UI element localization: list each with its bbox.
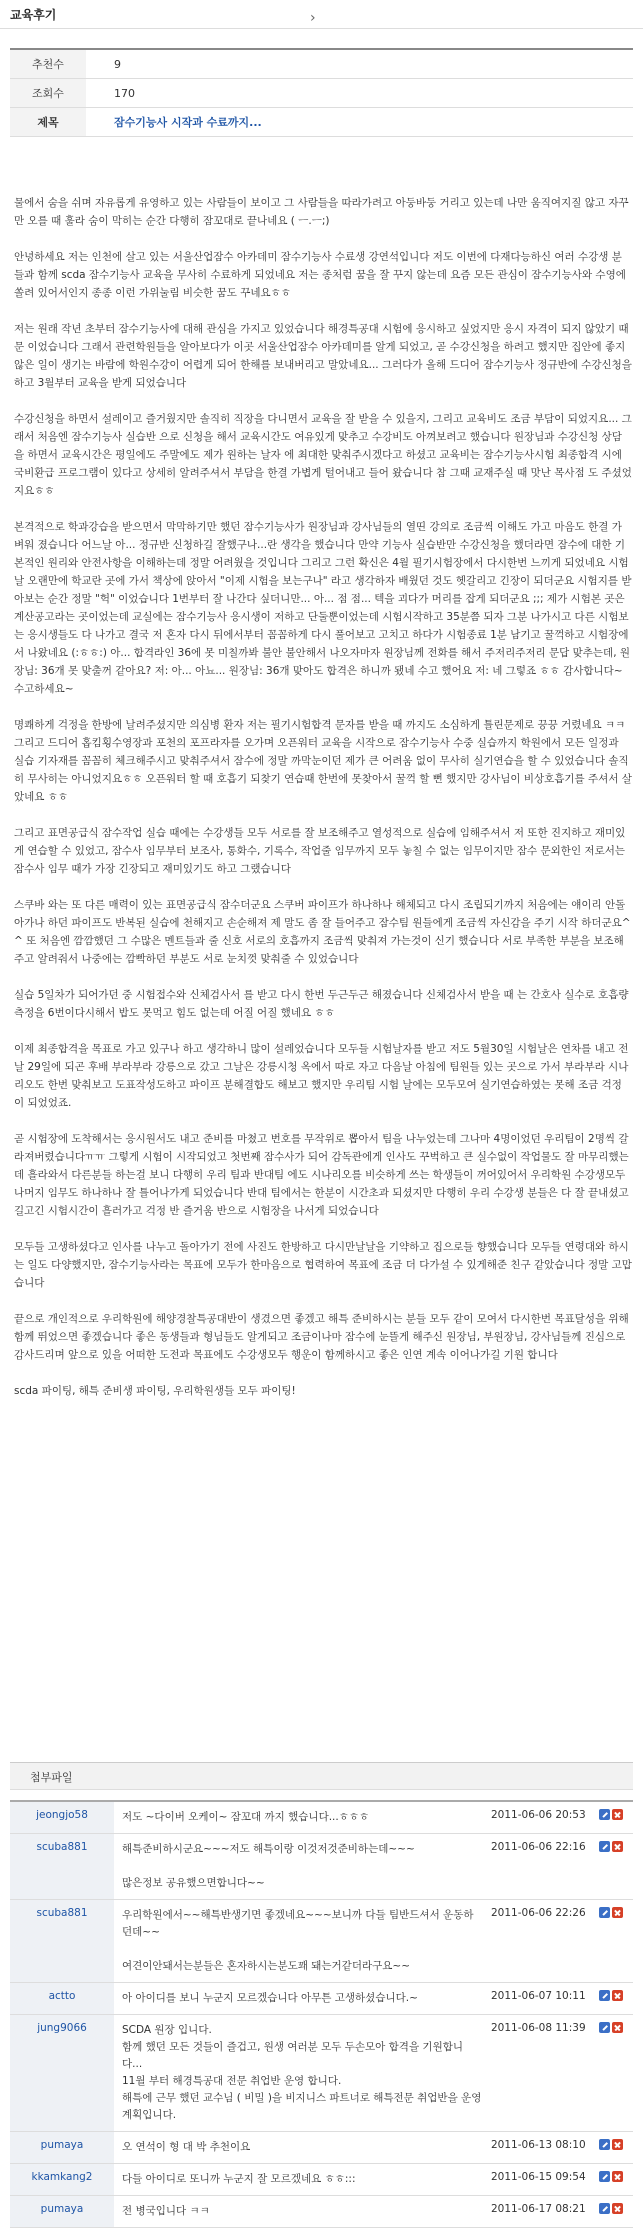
comment-date: 2011-06-06 22:26 (491, 1907, 586, 1919)
body-paragraph: 저는 원래 작년 초부터 잠수기능사에 대해 관심을 가지고 있었습니다 해경특공대 시험에 응시하고 싶었지만 응시 자격이 되지 않았기 때문 이었습니다 그래서 관련학원들을 알아보다가 이곳 서울산업잠수 아카데미를 알게 되었고, 곧 수강신청을 하려고 했지만 집안에 좋지 않은 일이 생기는 바람에 학원수강이 어렵게 되어 한해를 보내버리고 말았네요... 그러다가 올해 드디어 잠수기능사 정규반에 수강신청을 하고 3월부터 교육을 받게 되었습니다 (14, 323, 632, 389)
comment-row (10, 2164, 633, 2196)
comment-actions (599, 1983, 633, 2014)
comment-author[interactable]: jung9066 (10, 2015, 114, 2131)
comment-date: 2011-06-08 11:39 (491, 2022, 586, 2034)
comment-line: SCDA 원장 입니다. (122, 2024, 212, 2036)
body-paragraph: 본격적으로 학과강습을 받으면서 막막하기만 했던 잠수기능사가 원장님과 강사님들의 열띤 강의로 조금씩 이해도 가고 마음도 한결 가벼워 졌습니다 어느날 아... 정규반 신청하길 잘했구나...란 생각을 했습니다 만약 기능사 실습반만 수강신청을 했더라면 잠수에 대한 기본적인 원리와 안전사항을 이해하는데 정말 어려웠을 것입니다 그리고 그런 확신은 4월 필기시험장에서 다시한번 느끼게 되었네요 시험날 오랜만에 학교란 곳에 가서 책상에 앉아서 "이제 시험을 보는구나" 라고 생각하자 배웠던 것도 헷갈리고 긴장이 되더군요 시험지를 받아보는 순간 정말 "헉" 이었습니다 1번부터 잘 나간다 싶더니만... 아... 점 점... 텍을 괴다가 머리를 잡게 되더군요 ;;; 제가 시험본 곳은 계산공고라는 곳이었는데 교실에는 잠수기능사 응시생이 저하고 단둘뿐이었는데 시험시작하고 35분쯤 되자 그분 나가시고 다른 시험보는 응시생들도 다 나가고 결국 저 혼자 다시 뒤에서부터 꼼꼼하게 다시 풀어보고 고치고 하다가 시험종료 1분 남기고 꿀꺽하고 시험장에서 나왔네요 (:ㅎㅎ:) 아... 합격라인 36에 못 미칠까봐 불안 불안해서 나오자마자 원장님께 전화를 해서 주저리주저리 문답 맞추는데, 원장님: 36개 못 맞출꺼 같아요? 저: 아... 아뇨... 원장님: 36개 맞아도 합격은 하니까 됐네 수고 했어요 저: 네 그렇죠 ㅎㅎ 감사합니다~ 수고하세요~ (14, 521, 632, 695)
page-header (0, 0, 643, 40)
comment-actions (599, 1900, 633, 1982)
comment-author[interactable]: actto (10, 1983, 114, 2014)
comment-text (114, 2164, 491, 2195)
comment-line: 함께 했던 모든 것들이 즐겁고, 원생 여러분 모두 두손모아 합격을 기원합니다... (122, 2041, 464, 2070)
delete-icon[interactable] (612, 2171, 623, 2182)
edit-icon[interactable] (599, 2022, 610, 2033)
body-paragraph: 이제 최종합격을 목표로 가고 있구나 하고 생각하니 많이 설레었습니다 모두들 시험날자를 받고 저도 5월30일 시험날은 연차를 내고 전날 29일에 되곤 후배 부라부라 강릉으로 갔고 그날은 강릉시청 옥에서 따로 자고 다음날 아침에 팀원들 있는 곳으로 가서 부라부라 시나리오도 한번 맞춰보고 도표작성도하고 파이프 분해결합도 해보고 했지만 우리팀 시험 날에는 모두모여 실기연습하였는 못해 조금 걱정이 되었었죠. (14, 1043, 629, 1109)
comment-row (10, 1900, 633, 1983)
meta-row-title (10, 108, 633, 137)
body-paragraph: 수강신청을 하면서 설레이고 즐거웠지만 솔직히 직장을 다니면서 교육을 잘 받을 수 있을지, 그리고 교육비도 조금 부담이 되었지요... 그래서 처음엔 잠수기능사 실습반 으로 신청을 해서 교육시간도 여유있게 맞추고 수강비도 아껴보려고 했습니다 원장님과 수강신청 상담을 하면서 교육시간은 평일에도 주말에도 제가 원하는 날자 에 최대한 맞춰주시겠다고 하셨고 교육비는 잠수기능사시험 최종합격 시에 국비환급 프로그램이 있다고 상세히 알려주셔서 부담을 한결 가볍게 털어내고 들어 왔습니다 참 그때 교재주실 때 맛난 목사점 도 주셨었지요ㅎㅎ (14, 413, 632, 497)
delete-icon[interactable] (612, 1907, 623, 1918)
meta-row-views (10, 79, 633, 108)
comment-text (114, 1900, 491, 1982)
comment-line: 전 병국입니다 ㅋㅋ (122, 2205, 210, 2217)
post-body (14, 194, 632, 1418)
recommend-count: 9 (114, 57, 121, 71)
body-paragraph: 실습 5일차가 되어가던 중 시험접수와 신체검사서 를 받고 다시 한번 두근두근 해졌습니다 신체검사서 받을 때 는 간호사 실수로 호흡량측정을 6번이다시해서 밥도 못먹고 힘도 없는데 어질 어질 했네요 ㅎㅎ (14, 989, 629, 1019)
comment-date: 2011-06-06 20:53 (491, 1809, 586, 1821)
comment-actions (599, 2164, 633, 2195)
comment-text (114, 1802, 491, 1833)
meta-row-recommend (10, 50, 633, 79)
edit-icon[interactable] (599, 1990, 610, 2001)
delete-icon[interactable] (612, 2203, 623, 2214)
comment-line: 많은정보 공유했으면합니다~~ (122, 1877, 265, 1889)
comment-actions (599, 1802, 633, 1833)
delete-icon[interactable] (612, 2139, 623, 2150)
comment-text (114, 1983, 491, 2014)
comment-actions (599, 2196, 633, 2227)
body-paragraph: scda 파이팅, 해특 준비생 파이팅, 우리학원생들 모두 파이팅! (14, 1385, 296, 1397)
comment-row (10, 2196, 633, 2228)
post-title: 잠수기능사 시작과 수료까지... (114, 116, 262, 129)
chevron-right-icon[interactable]: › (310, 10, 316, 26)
comment-line: 우리학원에서~~해특반생기면 좋겠네요~~~보니까 다들 팀반드셔서 운동하던데~~ (122, 1909, 474, 1938)
comment-date: 2011-06-15 09:54 (491, 2171, 586, 2183)
body-paragraph: 그리고 표면공급식 잠수작업 실습 때에는 수강생들 모두 서로를 잘 보조해주고 열성적으로 실습에 임해주셔서 저 또한 진지하고 재미있게 연습할 수 있었고, 잠수사 임무부터 보조사, 통화수, 기록수, 작업줄 임무까지 모두 놓칠 수 없는 임무이지만 잠수 문외한인 저로서는 잠수사 임무 때가 가장 긴장되고 재미있기도 하고 그랬습니다 (14, 827, 626, 875)
comment-row (10, 1834, 633, 1900)
comment-line: 저도 ~다이버 오케이~ 잠꼬대 까지 했습니다...ㅎㅎㅎ (122, 1811, 370, 1823)
comment-text (114, 1834, 491, 1899)
delete-icon[interactable] (612, 1990, 623, 2001)
body-paragraph: 안녕하세요 저는 인천에 살고 있는 서울산업잠수 아카데미 잠수기능사 수료생 강연석입니다 저도 이번에 다재다능하신 여러 수강생 분들과 함께 scda 잠수기능사 교육을 무사히 수료하게 되었네요 저는 종처럼 꿈을 잘 꾸지 않는데 요즘 모든 관심이 잠수기능사와 수영에 쏠려 있어서인지 종종 이런 가위눌림 비슷한 꿈도 꾸네요ㅎㅎ (14, 251, 626, 299)
comment-line: 아 아이디를 보니 누군지 모르겠습니다 아무튼 고생하셨습니다.~ (122, 1992, 418, 2004)
comment-author[interactable]: pumaya (10, 2196, 114, 2227)
comment-row (10, 1802, 633, 1834)
comment-row (10, 2015, 633, 2132)
comment-list (10, 1800, 633, 2228)
comment-line: 해특준비하시군요~~~저도 해특이랑 이것저것준비하는데~~~ (122, 1843, 415, 1855)
comment-date: 2011-06-17 08:21 (491, 2203, 586, 2215)
comment-author[interactable]: pumaya (10, 2132, 114, 2163)
comment-row (10, 2132, 633, 2164)
attachment-label: 첨부파일 (30, 1771, 73, 1784)
comment-row (10, 1983, 633, 2015)
delete-icon[interactable] (612, 1841, 623, 1852)
comment-line (122, 1858, 483, 1875)
comment-actions (599, 2132, 633, 2163)
attachment-bar (10, 1762, 633, 1790)
body-paragraph: 스쿠바 와는 또 다른 매력이 있는 표면공급식 잠수더군요 스쿠버 파이프가 하나하나 해체되고 다시 조립되기까지 처음에는 얘이리 안돌아가나 하던 파이프도 반복된 실습에 천해지고 손순해져 제 말도 좀 잘 들어주고 잠수팀 원들에게 조금씩 자신감을 주기 시작 하더군요^^ 또 처음엔 깜깜했던 그 수많은 멘트들과 줄 신호 서로의 호흡까지 조금씩 맞춰져 가는것이 신기 했습니다 서로 부족한 부분을 보조해주고 알려줘서 나중에는 깜빡하던 부분도 서로 눈치껏 맞춰줄 수 있었습니다 (14, 899, 631, 965)
comment-author[interactable]: jeongjo58 (10, 1802, 114, 1833)
meta-label: 추천수 (10, 50, 86, 78)
comment-author[interactable]: kkamkang2 (10, 2164, 114, 2195)
post-meta-table (10, 48, 633, 137)
edit-icon[interactable] (599, 2139, 610, 2150)
comment-author[interactable]: scuba881 (10, 1834, 114, 1899)
comment-line: 11월 부터 해경특공대 전문 취업반 운영 합니다. (122, 2075, 342, 2087)
edit-icon[interactable] (599, 2203, 610, 2214)
body-paragraph: 모두들 고생하셨다고 인사를 나누고 돌아가기 전에 사진도 한방하고 다시만날날을 기약하고 집으로들 향했습니다 모두들 연령대와 하시는 일도 다양했지만, 잠수기능사라는 목표에 모두가 한마음으로 협력하여 목표에 조금 더 다가설 수 있게해준 친구 같았습니다 정말 고맙습니다 (14, 1241, 632, 1289)
edit-icon[interactable] (599, 1809, 610, 1820)
comment-actions (599, 2015, 633, 2131)
comment-date: 2011-06-13 08:10 (491, 2139, 586, 2151)
edit-icon[interactable] (599, 1907, 610, 1918)
comment-date: 2011-06-06 22:16 (491, 1841, 586, 1853)
edit-icon[interactable] (599, 1841, 610, 1852)
comment-author[interactable]: scuba881 (10, 1900, 114, 1982)
header-divider (0, 28, 643, 29)
comment-text (114, 2132, 491, 2163)
body-paragraph: 물에서 숨을 쉬며 자유롭게 유영하고 있는 사람들이 보이고 그 사람들을 따라가려고 아둥바둥 거리고 있는데 나만 움직여지질 않고 자꾸만 오를 때 훌라 숨이 막히는 순간 다행히 잠꼬대로 끝나네요 ( ㅡ.ㅡ;) (14, 197, 629, 227)
comment-line: 해특에 근무 했던 교수님 ( 비밀 )을 비지니스 파트너로 해특전문 취업반을 운영계획입니다. (122, 2092, 482, 2121)
body-paragraph: 곧 시험장에 도착해서는 응시원서도 내고 준비를 마쳤고 번호를 무작위로 뽑아서 팀을 나누었는데 그나마 4명이었던 우리팀이 2명씩 갈라져버렸습니다ㅠㅠ 그렇게 시험이 시작되었고 첫번째 잠수사가 되어 감독관에게 인사도 꾸벅하고 큰 실수없이 작업물도 잘 마무리했는데 흘라와서 다른분들 하는걸 보니 다행히 우리 팀과 반대팀 에도 시나리오를 비슷하게 쓰는 학생들이 꺼어있어서 우리학원 수강생모두 나머지 임무도 하나하나 잘 틀어나가게 되었습니다 반대 팀에서는 한분이 시간초과 되셨지만 다행히 우리 수강생 분들은 다 잘 끝내셨고 길고긴 시험시간이 흘러가고 걱정 반 즐거움 반으로 시험장을 나서게 되었습니다 (14, 1133, 629, 1217)
comment-text (114, 2196, 491, 2227)
body-paragraph: 명쾌하게 걱정을 한방에 날려주셨지만 의심병 환자 저는 필기시험합격 문자를 받을 때 까지도 소심하게 틀린문제로 끙끙 거렸네요 ㅋㅋ 그리고 드디어 홉킴횡수영장과 포천의 포프라자를 오가며 오픈워터 교육을 시작으로 잠수기능사 수중 실습까지 학원에서 모든 일정과 실습 기자재를 꼼꼼히 체크해주시고 맞춰주셔서 잠수에 정말 까막눈이던 제가 큰 어려움 없이 무사히 실기연습을 할 수 있었습니다 솔직히 무사히는 아니었지요ㅎㅎ 오픈워터 할 때 호흡기 되찾기 연습때 한번에 못찾아서 꿀꺽 할 뻔 했지만 강사님이 비상호흡기를 주셔서 살았네요 ㅎㅎ (14, 719, 632, 803)
comment-line: 여견이안돼서는분들은 혼자하시는분도꽤 돼는거같더라구요~~ (122, 1960, 410, 1972)
meta-label: 조회수 (10, 79, 86, 107)
delete-icon[interactable] (612, 1809, 623, 1820)
comment-line: 다들 아이디로 또니까 누군지 잘 모르겠네요 ㅎㅎ::: (122, 2173, 356, 2185)
comment-text (114, 2015, 491, 2131)
meta-label: 제목 (10, 108, 86, 136)
comment-line: 오 연석이 형 대 박 추천이요 (122, 2141, 251, 2153)
comment-line (122, 1941, 483, 1958)
comment-date: 2011-06-07 10:11 (491, 1990, 586, 2002)
body-paragraph: 끝으로 개인적으로 우리학원에 해양경찰특공대반이 생겼으면 좋겠고 해특 준비하시는 분들 모두 같이 모여서 다시한번 목표달성을 위해 함께 뛰었으면 좋겠습니다 좋은 동생들과 형님들도 알게되고 조금이나마 잠수에 눈뜰게 해주신 원장님, 부원장님, 강사님들께 진심으로 감사드리며 앞으로 있을 어떠한 도전과 목표에도 수강생모두 행운이 함께하시고 좋은 인연 계속 이어나가길 기원 합니다 (14, 1313, 629, 1361)
view-count: 170 (114, 86, 135, 100)
edit-icon[interactable] (599, 2171, 610, 2182)
delete-icon[interactable] (612, 2022, 623, 2033)
comment-actions (599, 1834, 633, 1899)
board-title: 교육후기 (10, 8, 57, 22)
